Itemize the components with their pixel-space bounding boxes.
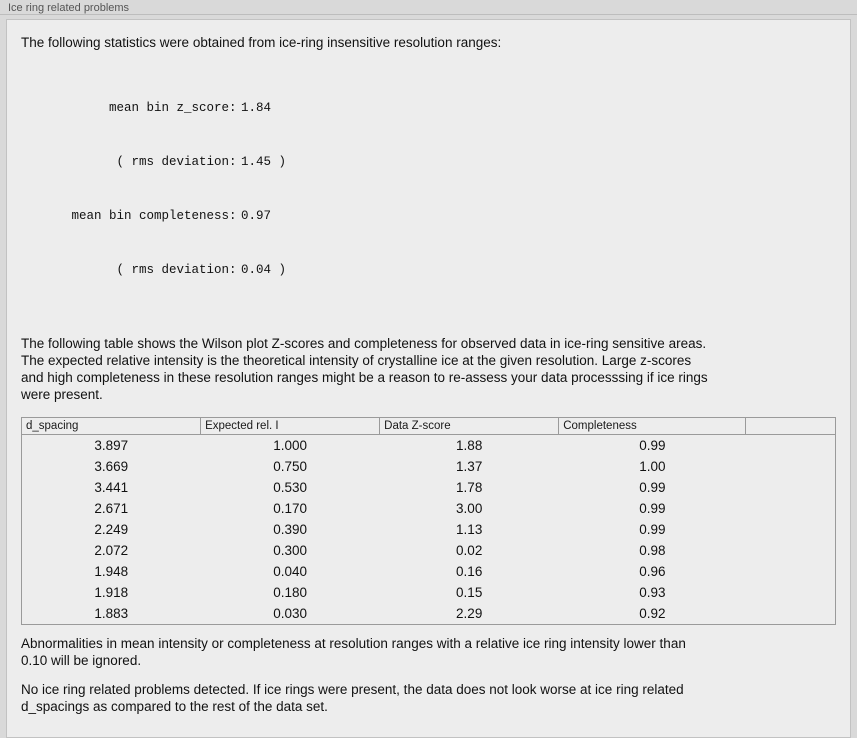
cell-expected-rel-i: 0.390 — [273, 522, 308, 537]
cell-expected-rel-i: 0.180 — [273, 585, 308, 600]
cell-data-z-score: 1.88 — [456, 438, 483, 453]
stat-value: 0.97 — [241, 209, 272, 223]
stat-label: ( rms deviation — [116, 155, 229, 169]
cell-expected-rel-i: 0.750 — [273, 459, 308, 474]
stat-label: mean bin z_score — [108, 101, 229, 115]
result-note-line-2: d_spacings as compared to the rest of the data set. — [21, 699, 328, 714]
cell-d-spacing: 1.883 — [94, 606, 129, 621]
cell-data-z-score: 2.29 — [456, 606, 483, 621]
cell-extra — [746, 561, 836, 582]
cell-expected-rel-i: 0.030 — [273, 606, 308, 621]
stat-row — [49, 153, 836, 171]
stat-value: 1.45 ) — [241, 155, 287, 169]
cell-expected-rel-i: 0.170 — [273, 501, 308, 516]
cell-data-z-score: 3.00 — [456, 501, 483, 516]
stat-label: ( rms deviation — [116, 263, 229, 277]
cell-completeness: 0.92 — [639, 606, 666, 621]
stat-value: 1.84 — [241, 101, 272, 115]
table-row[interactable] — [22, 582, 836, 603]
cell-completeness: 0.99 — [639, 438, 666, 453]
stat-row — [49, 207, 836, 225]
description-line-2: The expected relative intensity is the theoretical intensity of crystalline ice at the given resolution. Large z-scores — [21, 353, 692, 368]
statistics-block — [49, 63, 836, 315]
cell-expected-rel-i: 1.000 — [273, 438, 308, 453]
cell-completeness: 0.99 — [639, 522, 666, 537]
table-row[interactable] — [22, 498, 836, 519]
cell-completeness: 0.96 — [639, 564, 666, 579]
ice-ring-table — [21, 417, 836, 625]
result-note-line-1: No ice ring related problems detected. If ice rings were present, the data does not look worse at ice ring related — [21, 682, 684, 697]
cell-extra — [746, 540, 836, 561]
cell-completeness: 0.99 — [639, 501, 666, 516]
table-row[interactable] — [22, 561, 836, 582]
cell-extra — [746, 519, 836, 540]
cell-d-spacing: 1.948 — [94, 564, 129, 579]
stat-value: 0.04 ) — [241, 263, 287, 277]
cell-completeness: 0.98 — [639, 543, 666, 558]
description-line-4: were present. — [21, 387, 103, 402]
result-note — [21, 681, 836, 715]
table-row[interactable] — [22, 456, 836, 477]
table-row[interactable] — [22, 435, 836, 457]
column-header-d-spacing[interactable]: d_spacing — [22, 418, 201, 435]
cell-expected-rel-i: 0.530 — [273, 480, 308, 495]
cell-d-spacing: 3.897 — [94, 438, 129, 453]
cell-data-z-score: 0.02 — [456, 543, 483, 558]
cell-completeness: 1.00 — [639, 459, 666, 474]
cell-data-z-score: 0.15 — [456, 585, 483, 600]
cell-extra — [746, 498, 836, 519]
table-row[interactable] — [22, 603, 836, 625]
stat-colon: : — [229, 263, 237, 277]
window-title: Ice ring related problems — [0, 0, 857, 15]
cell-d-spacing: 3.441 — [94, 480, 129, 495]
cell-extra — [746, 582, 836, 603]
table-row[interactable] — [22, 540, 836, 561]
cell-data-z-score: 1.78 — [456, 480, 483, 495]
cell-expected-rel-i: 0.040 — [273, 564, 308, 579]
table-header-row — [22, 418, 836, 435]
cell-data-z-score: 1.13 — [456, 522, 483, 537]
cell-d-spacing: 1.918 — [94, 585, 129, 600]
abnormalities-note-line-2: 0.10 will be ignored. — [21, 653, 142, 668]
description-line-3: and high completeness in these resolution ranges might be a reason to re-assess your data processsing if ice rings — [21, 370, 708, 385]
stat-colon: : — [229, 209, 237, 223]
cell-d-spacing: 2.072 — [94, 543, 129, 558]
stat-colon: : — [229, 101, 237, 115]
column-header-extra[interactable] — [746, 418, 836, 435]
stat-row — [49, 261, 836, 279]
stat-label: mean bin completeness — [71, 209, 229, 223]
cell-completeness: 0.93 — [639, 585, 666, 600]
cell-data-z-score: 1.37 — [456, 459, 483, 474]
report-content — [6, 19, 851, 738]
cell-extra — [746, 456, 836, 477]
cell-extra — [746, 603, 836, 625]
cell-extra — [746, 477, 836, 498]
cell-extra — [746, 435, 836, 457]
stat-row — [49, 99, 836, 117]
cell-completeness: 0.99 — [639, 480, 666, 495]
description-line-1: The following table shows the Wilson plot Z-scores and completeness for observed data in ice-ring sensitive areas. — [21, 336, 707, 351]
cell-d-spacing: 3.669 — [94, 459, 129, 474]
description-paragraph — [21, 335, 836, 403]
cell-expected-rel-i: 0.300 — [273, 543, 308, 558]
stat-colon: : — [229, 155, 237, 169]
table-row[interactable] — [22, 519, 836, 540]
cell-data-z-score: 0.16 — [456, 564, 483, 579]
column-header-completeness[interactable]: Completeness — [559, 418, 746, 435]
cell-d-spacing: 2.671 — [94, 501, 129, 516]
table-row[interactable] — [22, 477, 836, 498]
abnormalities-note-line-1: Abnormalities in mean intensity or completeness at resolution ranges with a relative ice ring intensity lower than — [21, 636, 686, 651]
cell-d-spacing: 2.249 — [94, 522, 129, 537]
notes-section — [21, 635, 836, 715]
column-header-expected-rel-i[interactable]: Expected rel. I — [201, 418, 380, 435]
column-header-data-z-score[interactable]: Data Z-score — [380, 418, 559, 435]
intro-paragraph: The following statistics were obtained from ice-ring insensitive resolution ranges: — [21, 35, 502, 50]
abnormalities-note — [21, 635, 836, 669]
